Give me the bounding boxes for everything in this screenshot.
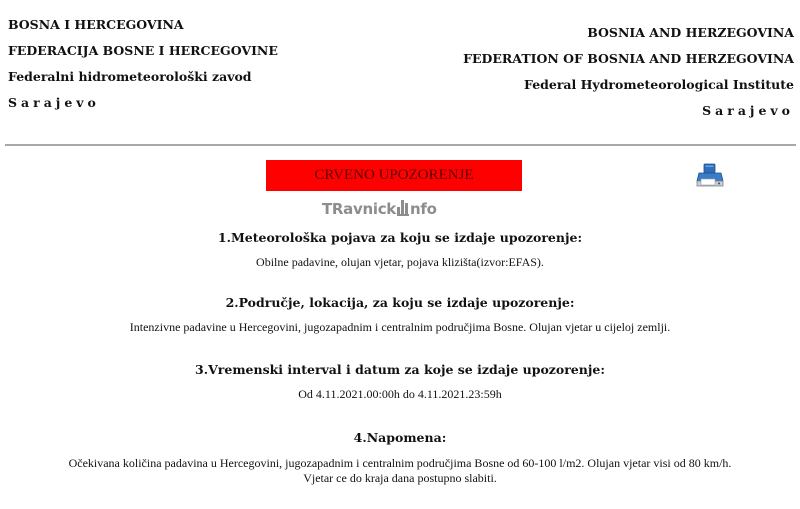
section-area (0, 295, 800, 335)
travnickinfo-watermark (322, 200, 437, 218)
note-line-1: Očekivana količina padavina u Hercegovini, jugozapadnim i centralnim područjima Bosne od 60-100 l/m2. Olujan vjetar visi od 80 km/h. (68, 456, 732, 470)
institute-name-en: Federal Hydrometeorological Institute (524, 77, 794, 92)
printer-icon[interactable] (695, 162, 725, 190)
federation-name-bs: FEDERACIJA BOSNE I HERCEGOVINE (8, 43, 278, 58)
section-note (0, 430, 800, 486)
watermark-prefix: TRavnick (322, 200, 396, 218)
federation-name-en: FEDERATION OF BOSNIA AND HERZEGOVINA (463, 51, 794, 66)
section-title: 1.Meteorološka pojava za koju se izdaje upozorenje: (217, 230, 583, 245)
section-time-interval (0, 362, 800, 402)
city-name-en: Sarajevo (702, 103, 794, 118)
section-body (0, 456, 800, 486)
section-body: Od 4.11.2021.00:00h do 4.11.2021.23:59h (298, 387, 502, 401)
institute-name-bs: Federalni hidrometeorološki zavod (8, 69, 252, 84)
country-name-en: BOSNIA AND HERZEGOVINA (587, 25, 794, 40)
header-right-institution (463, 20, 794, 124)
country-name-bs: BOSNA I HERCEGOVINA (8, 17, 184, 32)
section-title: 2.Područje, lokacija, za koju se izdaje upozorenje: (225, 295, 575, 310)
header-left-institution (8, 12, 278, 116)
section-body: Intenzivne padavine u Hercegovini, jugozapadnim i centralnim područjima Bosne. Olujan vjetar u cijeloj zemlji. (129, 320, 671, 334)
city-name-bs: Sarajevo (8, 95, 100, 110)
section-title: 3.Vremenski interval i datum za koje se izdaje upozorenje: (195, 362, 605, 377)
section-body: Obilne padavine, olujan vjetar, pojava klizišta(izvor:EFAS). (256, 255, 544, 269)
buildings-logo-icon (397, 200, 409, 216)
section-title: 4.Napomena: (353, 430, 447, 445)
section-phenomenon (0, 230, 800, 270)
watermark-suffix: nfo (409, 200, 437, 218)
note-line-2: Vjetar ce do kraja dana postupno slabiti. (303, 471, 497, 485)
red-warning-badge: CRVENO UPOZORENJE (266, 160, 522, 191)
header-divider (5, 144, 796, 146)
